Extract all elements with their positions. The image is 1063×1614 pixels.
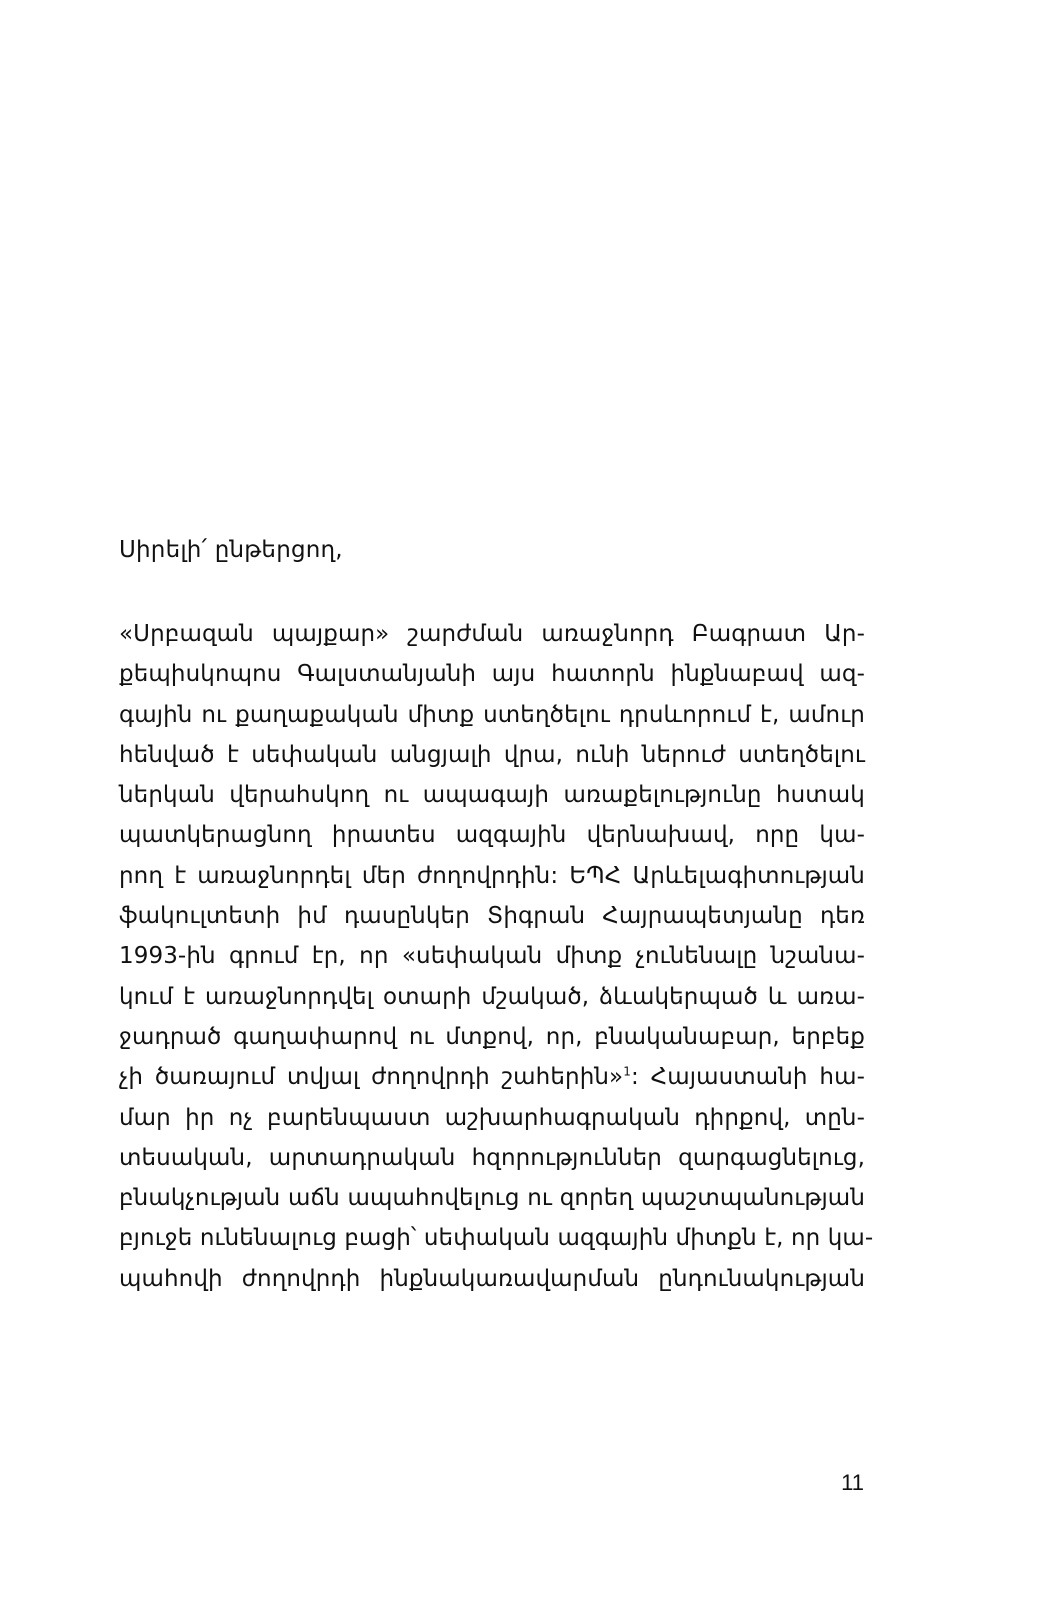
greeting-salutation: Սիրելի՛ ընթերցող, [119,537,343,563]
text-line: ներկան վերահսկող ու ապագայի առաքելությունը հստակ [119,782,865,809]
text-line: րող է առաջնորդել մեր ժողովրդին: ԵՊՀ Արևելագիտության [119,862,865,889]
text-line: պատկերացնող իրատես ազգային վերնախավ, որը կա- [119,822,865,849]
text-line: պահովի ժողովրդի ինքնակառավարման ընդունակության [119,1265,865,1292]
line-tail: : Հայաստանի հա- [630,1064,865,1091]
text-line: գային ու քաղաքական միտք ստեղծելու դրսևորում է, ամուր [119,701,865,728]
text-line: «Սրբազան պայքար» շարժման առաջնորդ Բագրատ Ար- [119,621,865,647]
text-line: քեպիսկոպոս Գալստանյանի այս հատորն ինքնաբավ ազ- [119,661,865,688]
text-line: ջադրած գաղափարով ու մտքով, որ, բնականաբար, երբեք [119,1023,865,1050]
text-line: 1993-ին գրում էր, որ «սեփական միտք չունենալը նշանա- [119,943,865,970]
text-line: բնակչության աճն ապահովելուց ու զորեղ պաշտպանության [119,1185,865,1212]
text-line: բյուջե ունենալուց բացի՝ սեփական ազգային միտքն է, որ կա- [119,1225,874,1252]
page-number: 11 [841,1470,864,1495]
text-line: կում է առաջնորդվել օտարի մշակած, ձևակերպած և առա- [119,983,865,1010]
body-paragraph [119,614,874,1299]
quoted-text: չի ծառայում տվյալ ժողովրդի շահերին» [119,1064,624,1091]
text-line: հենված է սեփական անցյալի վրա, ունի ներուժ ստեղծելու [119,741,865,768]
text-line: տեսական, արտադրական հզորություններ զարգացնելուց, [119,1144,865,1171]
text-line: մար իր ոչ բարենպաստ աշխարհագրական դիրքով, տըն- [119,1104,865,1131]
text-line-with-footnote [119,1057,865,1097]
text-line: ֆակուլտետի իմ դասընկեր Տիգրան Հայրապետյանը դեռ [119,903,865,930]
footnote-marker[interactable]: 1 [623,1064,631,1079]
